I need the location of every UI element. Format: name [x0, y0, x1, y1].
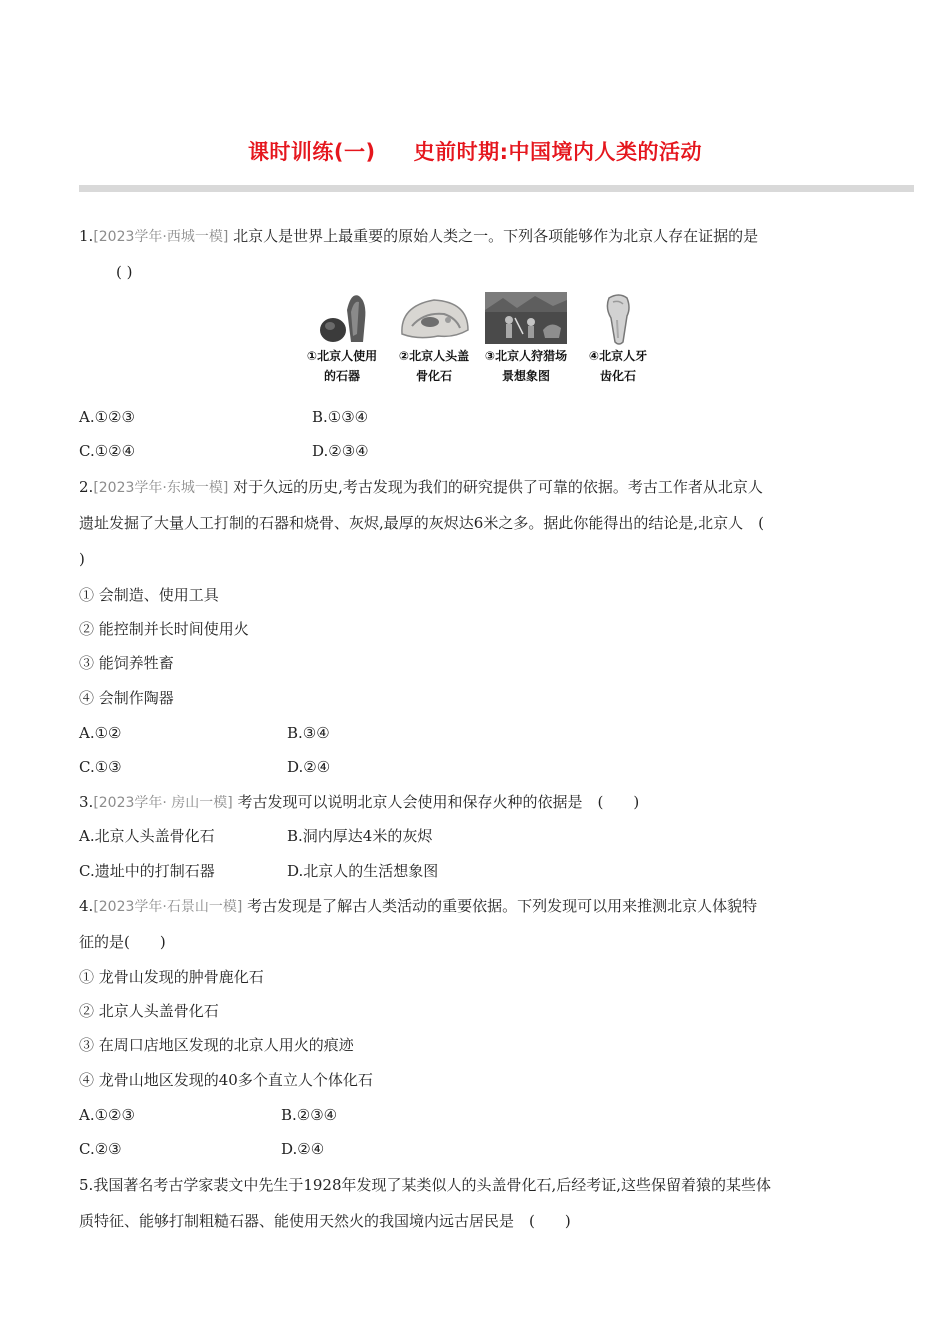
fig2-caption-line2: 骨化石 [415, 369, 452, 383]
q1-stem [79, 225, 758, 248]
title-part2: 史前时期:中国境内人类的活动 [413, 140, 703, 164]
q4-item-3: ③ 在周口店地区发现的北京人用火的痕迹 [79, 1036, 354, 1054]
q2-item-4: ④ 会制作陶器 [79, 689, 174, 707]
q2-option-c: C.①③ [79, 758, 122, 776]
q1-text: 北京人是世界上最重要的原始人类之一。下列各项能够作为北京人存在证据的是 [233, 227, 759, 245]
q5-stem-line2: 质特征、能够打制粗糙石器、能使用天然火的我国境内远古居民是 ( ) [79, 1212, 571, 1230]
q4-item-2: ② 北京人头盖骨化石 [79, 1002, 219, 1020]
q3-source: [2023学年· 房山一模] [93, 795, 233, 811]
q4-number: 4. [79, 897, 94, 915]
q2-option-b: B.③④ [287, 724, 330, 742]
q2-option-d: D.②④ [287, 758, 331, 776]
q1-option-c: C.①②④ [79, 442, 136, 460]
q4-option-c: C.②③ [79, 1140, 122, 1158]
page-title [0, 136, 950, 166]
q4-stem-line2: 征的是( ) [79, 933, 166, 951]
figure-tooth-fossil [572, 290, 664, 383]
q1-answer-paren: ( ) [116, 263, 133, 281]
figure-skull-fossil [388, 290, 480, 383]
q2-stem-line2: 遗址发掘了大量人工打制的石器和烧骨、灰烬,最厚的灰烬达6米之多。据此你能得出的结论是,北京人 ( [79, 514, 764, 532]
q4-option-b: B.②③④ [281, 1106, 338, 1124]
skull-fossil-image [394, 290, 474, 346]
fig4-caption-line2: 齿化石 [599, 369, 636, 383]
q2-item-3: ③ 能饲养牲畜 [79, 654, 174, 672]
q2-item-1: ① 会制造、使用工具 [79, 586, 219, 604]
fig4-caption-line1: ④北京人牙 [588, 349, 648, 363]
q4-item-1: ① 龙骨山发现的肿骨鹿化石 [79, 968, 264, 986]
q3-option-c: C.遗址中的打制石器 [79, 862, 215, 880]
title-divider [79, 185, 914, 192]
q1-option-a: A.①②③ [79, 408, 135, 426]
stone-tools-image [307, 290, 377, 346]
q5-number: 5. [79, 1176, 94, 1194]
q4-option-a: A.①②③ [79, 1106, 135, 1124]
q4-option-d: D.②④ [281, 1140, 325, 1158]
fig2-caption-line1: ②北京人头盖 [398, 349, 470, 363]
q3-number: 3. [79, 793, 94, 811]
fig3-caption-line2: 景想象图 [501, 369, 550, 383]
fig3-caption-line1: ③北京人狩猎场 [484, 349, 568, 363]
q3-text: 考古发现可以说明北京人会使用和保存火种的依据是 ( ) [237, 793, 640, 811]
q2-number: 2. [79, 478, 94, 496]
q4-source: [2023学年·石景山一模] [93, 899, 243, 915]
q4-stem-line1 [79, 895, 757, 918]
q1-number: 1. [79, 227, 94, 245]
q2-stem-line3: ) [79, 550, 85, 568]
q1-option-b: B.①③④ [312, 408, 369, 426]
q2-item-2: ② 能控制并长时间使用火 [79, 620, 249, 638]
tooth-fossil-image [593, 290, 643, 346]
q3-stem [79, 791, 639, 814]
q2-source: [2023学年·东城一模] [93, 480, 229, 496]
fig1-caption-line2: 的石器 [323, 369, 360, 383]
q1-source: [2023学年·西城一模] [93, 229, 229, 245]
fig1-caption-line1: ①北京人使用 [306, 349, 378, 363]
figure-hunting-scene [480, 290, 572, 383]
figure-stone-tools [296, 290, 388, 383]
q2-stem-line1 [79, 476, 763, 499]
q5-text1: 我国著名考古学家裴文中先生于1928年发现了某类似人的头盖骨化石,后经考证,这些保留着猿的某些体 [93, 1176, 772, 1194]
title-part1: 课时训练(一) [247, 140, 376, 164]
q4-item-4: ④ 龙骨山地区发现的40多个直立人个体化石 [79, 1071, 373, 1089]
q2-text1: 对于久远的历史,考古发现为我们的研究提供了可靠的依据。考古工作者从北京人 [233, 478, 763, 496]
q5-stem-line1 [79, 1174, 771, 1196]
q3-option-d: D.北京人的生活想象图 [287, 862, 439, 880]
q1-option-d: D.②③④ [312, 442, 369, 460]
q3-option-b: B.洞内厚达4米的灰烬 [287, 827, 433, 845]
q3-option-a: A.北京人头盖骨化石 [79, 827, 215, 845]
q2-option-a: A.①② [79, 724, 122, 742]
q4-text1: 考古发现是了解古人类活动的重要依据。下列发现可以用来推测北京人体貌特 [247, 897, 758, 915]
hunting-scene-image [483, 290, 569, 346]
q1-figure-row [296, 290, 666, 390]
